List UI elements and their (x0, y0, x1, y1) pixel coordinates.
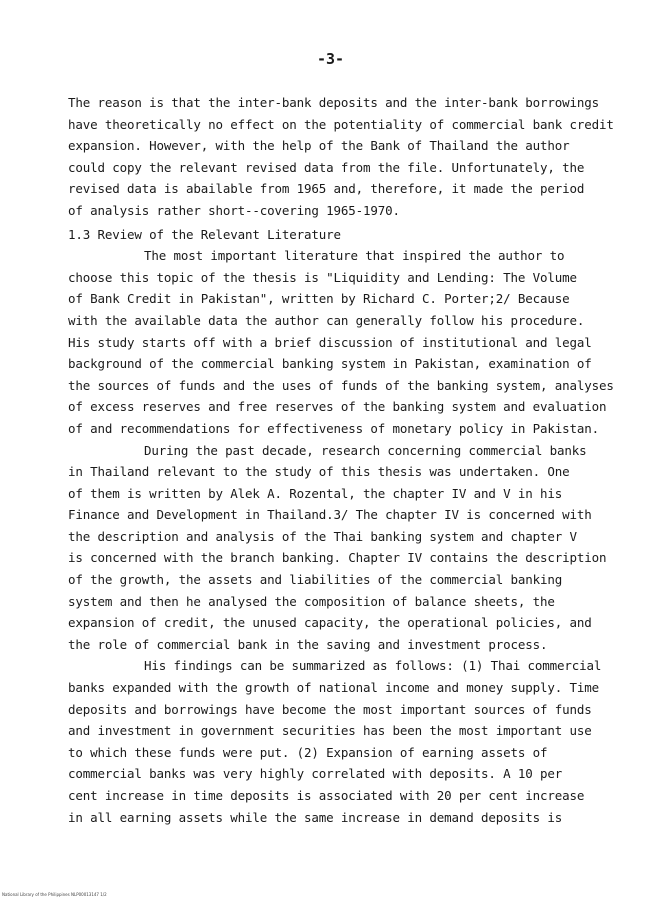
page-number: -3- (316, 50, 345, 68)
text-line: system and then he analysed the composition of balance sheets, the (68, 593, 555, 609)
document-body (68, 92, 658, 828)
text-line: in Thailand relevant to the study of this thesis was undertaken. One (68, 464, 570, 480)
text-line: commercial banks was very highly correlated with deposits. A 10 per (68, 766, 563, 782)
text-line: expansion of credit, the unused capacity, the operational policies, and (68, 615, 592, 631)
text-line: in all earning assets while the same increase in demand deposits is (68, 809, 563, 825)
library-footer: National Library of the Philippines NLP00013147 1/2 (2, 892, 107, 897)
text-line: background of the commercial banking system in Pakistan, examination of (68, 356, 592, 372)
text-line: of the growth, the assets and liabilities of the commercial banking (68, 572, 563, 588)
text-line: of them is written by Alek A. Rozental, the chapter IV and V in his (68, 485, 563, 501)
text-line: of excess reserves and free reserves of the banking system and evaluation (68, 399, 607, 415)
text-line: to which these funds were put. (2) Expansion of earning assets of (68, 744, 548, 760)
text-line: cent increase in time deposits is associated with 20 per cent increase (68, 788, 585, 803)
text-line: the description and analysis of the Thai banking system and chapter V (68, 528, 577, 544)
text-line: could copy the relevant revised data from the file. Unfortunately, the (68, 159, 585, 175)
text-line: the role of commercial bank in the saving and investment process. (68, 636, 548, 652)
text-line: is concerned with the branch banking. Chapter IV contains the description (68, 550, 607, 566)
text-line: The reason is that the inter-bank deposits and the inter-bank borrowings (68, 95, 600, 110)
text-line: deposits and borrowings have become the most important sources of funds (68, 701, 592, 717)
text-line: have theoretically no effect on the potentiality of commercial bank credit (68, 116, 614, 132)
text-line: During the past decade, research concerning commercial banks (144, 442, 587, 458)
text-line: The most important literature that inspired the author to (144, 248, 565, 264)
text-line: expansion. However, with the help of the Bank of Thailand the author (68, 138, 570, 154)
text-line: with the available data the author can generally follow his procedure. (68, 312, 585, 328)
text-line: of Bank Credit in Pakistan", written by Richard C. Porter;2/ Because (68, 291, 570, 307)
text-line: of and recommendations for effectiveness of monetary policy in Pakistan. (68, 420, 600, 436)
text-line: the sources of funds and the uses of funds of the banking system, analyses (68, 377, 614, 393)
text-line: revised data is abailable from 1965 and, therefore, it made the period (68, 181, 585, 197)
text-line: banks expanded with the growth of national income and money supply. Time (68, 680, 600, 696)
text-line: His findings can be summarized as follows: (1) Thai commercial (144, 658, 602, 674)
text-line: Finance and Development in Thailand.3/ The chapter IV is concerned with (68, 507, 592, 523)
text-line: choose this topic of the thesis is "Liquidity and Lending: The Volume (68, 269, 577, 285)
text-line: of analysis rather short--covering 1965-1970. (68, 202, 400, 218)
section-heading: 1.3 Review of the Relevant Literature (68, 226, 341, 242)
text-line: His study starts off with a brief discussion of institutional and legal (68, 334, 592, 350)
text-line: and investment in government securities has been the most important use (68, 723, 592, 739)
